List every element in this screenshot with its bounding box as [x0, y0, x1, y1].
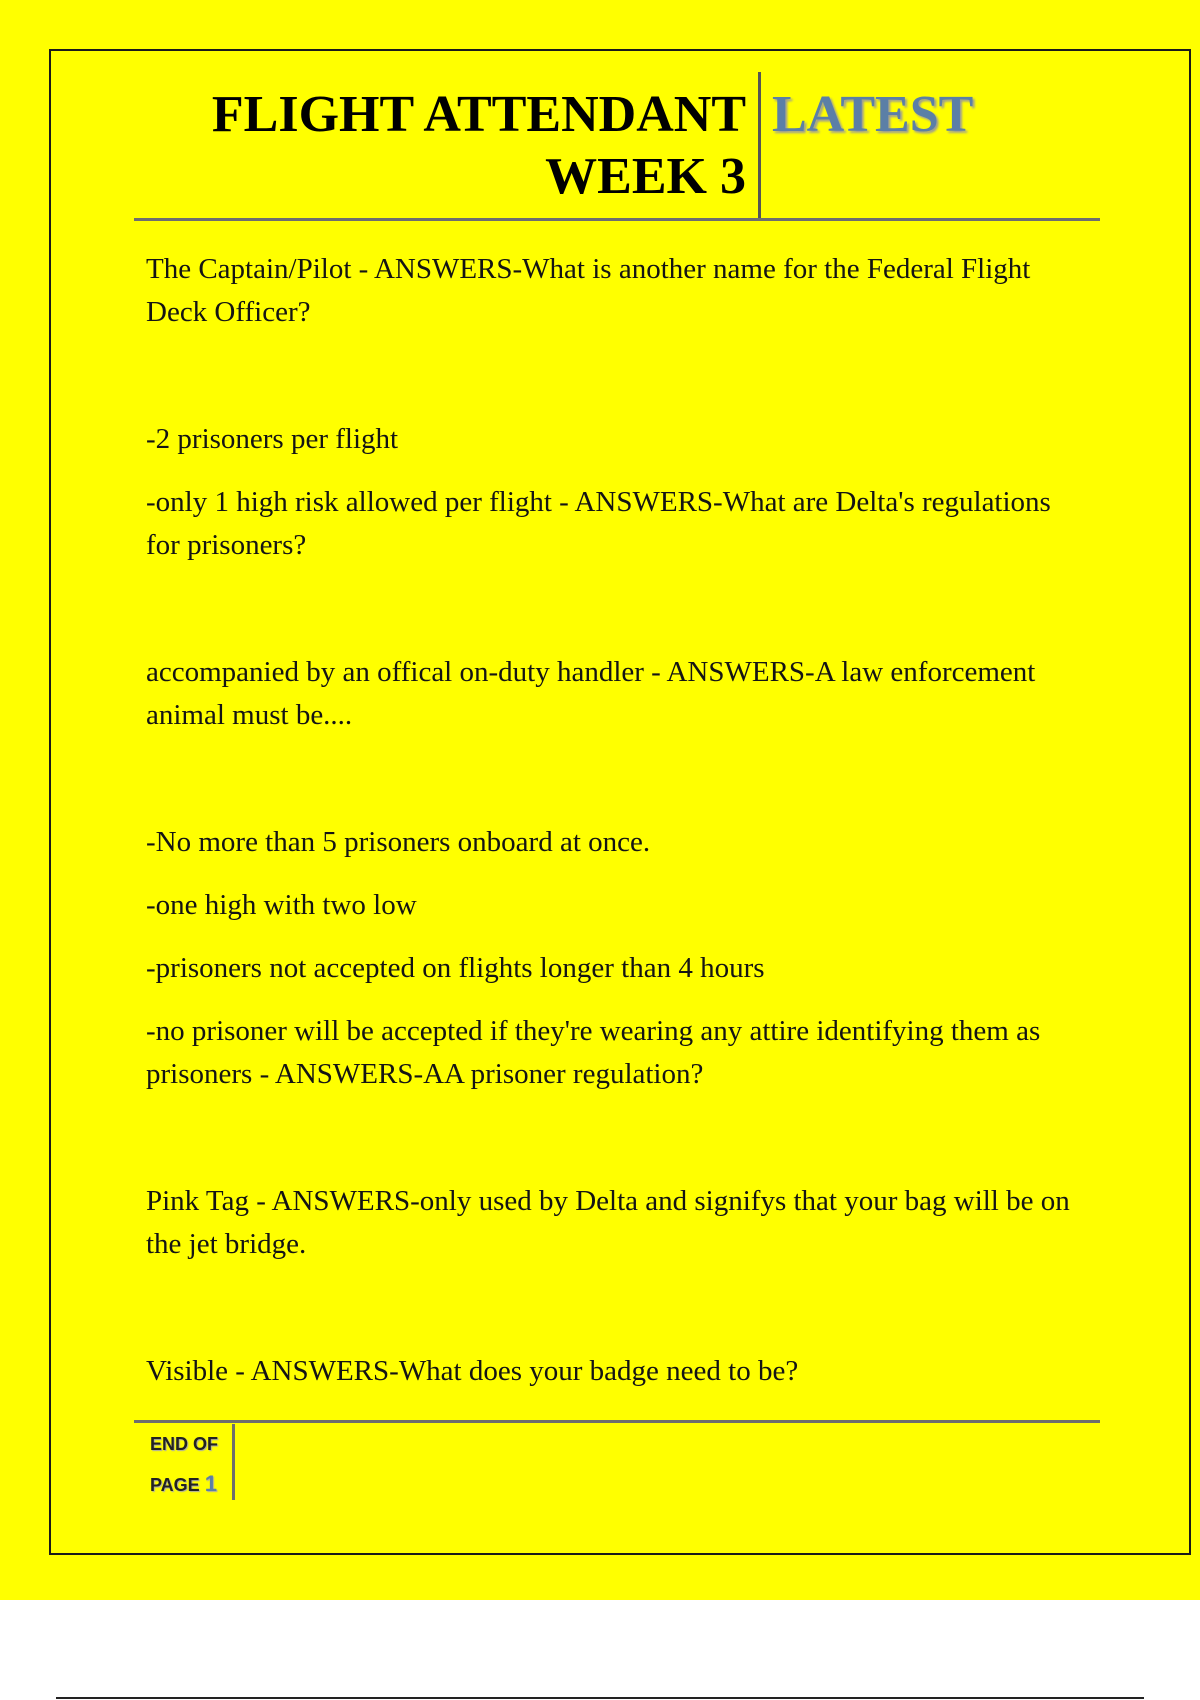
footer-page-label [150, 1464, 234, 1505]
qa-line: Visible - ANSWERS-What does your badge need to be? [146, 1355, 799, 1387]
qa-entry [146, 1350, 1076, 1393]
header-rule [134, 218, 1100, 221]
qa-line: -no prisoner will be accepted if they're wearing any attire identifying them as prisoners - ANSWERS-AA prisoner regulation? [146, 1015, 1041, 1090]
qa-line: The Captain/Pilot - ANSWERS-What is another name for the Federal Flight Deck Officer? [146, 253, 1031, 328]
title-divider [758, 72, 761, 220]
qa-line: -one high with two low [146, 889, 417, 921]
bottom-page-edge-line [56, 1697, 1144, 1699]
qa-line: -No more than 5 prisoners onboard at once. [146, 826, 651, 858]
qa-entry [146, 1180, 1076, 1266]
qa-entry [146, 651, 1076, 737]
qa-entry [146, 248, 1076, 334]
qa-entry [146, 418, 1076, 567]
document-header [134, 72, 1100, 220]
title-accent: LATEST [772, 86, 974, 143]
document-title [134, 84, 756, 208]
qa-entry [146, 821, 1076, 1096]
qa-line: -prisoners not accepted on flights longer than 4 hours [146, 952, 765, 984]
document-body [146, 248, 1076, 1413]
title-line-2: WEEK 3 [545, 148, 746, 205]
page-footer [150, 1424, 234, 1500]
title-line-1: FLIGHT ATTENDANT [211, 86, 746, 143]
footer-end-label: END OF [150, 1434, 219, 1454]
qa-line: -2 prisoners per flight [146, 423, 399, 455]
qa-line: Pink Tag - ANSWERS-only used by Delta and signifys that your bag will be on the jet bridge. [146, 1185, 1070, 1260]
footer-rule [134, 1420, 1100, 1423]
footer-page-number: 1 [204, 1471, 217, 1496]
qa-line: accompanied by an offical on-duty handler - ANSWERS-A law enforcement animal must be.... [146, 656, 1036, 731]
qa-line: -only 1 high risk allowed per flight - ANSWERS-What are Delta's regulations for prisoners? [146, 486, 1051, 561]
footer-page-word: PAGE [150, 1475, 200, 1495]
footer-divider [232, 1424, 235, 1500]
